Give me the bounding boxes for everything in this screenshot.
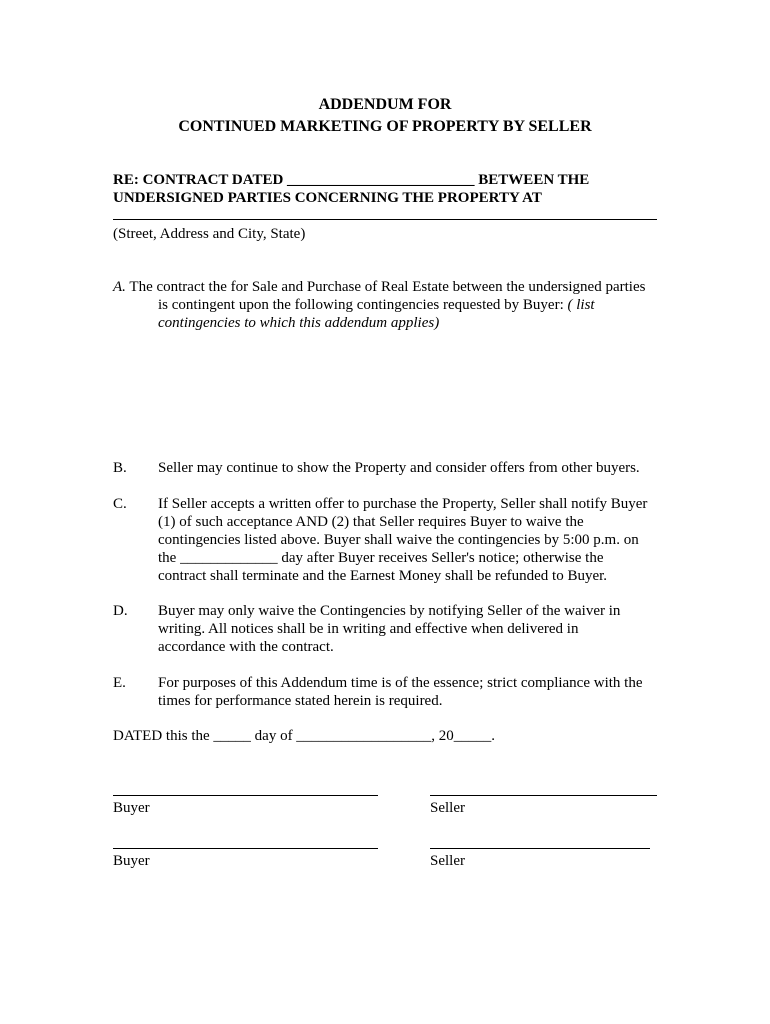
document-title-line2: CONTINUED MARKETING OF PROPERTY BY SELLER (178, 118, 592, 135)
seller-signature-line-1 (430, 795, 657, 796)
paragraph-e (113, 674, 658, 710)
paragraph-d-body (113, 602, 658, 656)
paragraph-d-marker: D. (113, 603, 128, 619)
paragraph-b-marker: B. (113, 460, 127, 476)
paragraph-e-line: times for performance stated herein is required. (158, 693, 443, 709)
paragraph-c-line: If Seller accepts a written offer to purchase the Property, Seller shall notify Buyer (158, 496, 648, 512)
paragraph-b (113, 459, 658, 477)
re-clause (113, 171, 658, 207)
paragraph-a-text2-italic: ( list (567, 297, 595, 313)
paragraph-c-line: the _____________ day after Buyer receives Seller's notice; otherwise the (158, 550, 604, 566)
paragraph-d (113, 602, 658, 656)
paragraph-c-marker: C. (113, 496, 127, 512)
paragraph-b-line: Seller may continue to show the Property and consider offers from other buyers. (158, 460, 640, 476)
paragraph-a-line1 (113, 278, 658, 296)
buyer-signature-line-1 (113, 795, 378, 796)
paragraph-a-line3: contingencies to which this addendum applies) (158, 315, 440, 331)
paragraph-a-text2: is contingent upon the following contingencies requested by Buyer: (158, 297, 568, 313)
address-blank-line (113, 219, 657, 220)
paragraph-a-text1: The contract the for Sale and Purchase of Real Estate between the undersigned parties (125, 279, 646, 295)
seller-signature-line-2 (430, 848, 650, 849)
re-line-1: RE: CONTRACT DATED _________________________ BETWEEN THE (113, 172, 590, 188)
paragraph-d-line: Buyer may only waive the Contingencies by notifying Seller of the waiver in (158, 603, 621, 619)
paragraph-a (113, 278, 658, 332)
dated-line: DATED this the _____ day of __________________, 20_____. (113, 728, 496, 744)
paragraph-d-line: accordance with the contract. (158, 639, 334, 655)
paragraph-e-body (113, 674, 658, 710)
buyer-signature-line-2 (113, 848, 378, 849)
buyer-label-2: Buyer (113, 853, 150, 869)
paragraph-c-line: (1) of such acceptance AND (2) that Seller requires Buyer to waive the (158, 514, 584, 530)
paragraph-c-body (113, 495, 658, 585)
paragraph-e-marker: E. (113, 675, 126, 691)
paragraph-c-line: contract shall terminate and the Earnest Money shall be refunded to Buyer. (158, 568, 608, 584)
seller-label-2: Seller (430, 853, 465, 869)
address-caption: (Street, Address and City, State) (113, 226, 306, 242)
paragraph-a-marker: A. (113, 279, 126, 295)
paragraph-b-body (113, 459, 658, 477)
re-line-2: UNDERSIGNED PARTIES CONCERNING THE PROPERTY AT (113, 190, 542, 206)
document-title-line1: ADDENDUM FOR (318, 96, 452, 113)
paragraph-c (113, 495, 658, 585)
paragraph-c-line: contingencies listed above. Buyer shall waive the contingencies by 5:00 p.m. on (158, 532, 639, 548)
buyer-label-1: Buyer (113, 800, 150, 816)
paragraph-a-line2 (113, 296, 658, 314)
paragraph-e-line: For purposes of this Addendum time is of the essence; strict compliance with the (158, 675, 643, 691)
paragraph-d-line: writing. All notices shall be in writing and effective when delivered in (158, 621, 579, 637)
seller-label-1: Seller (430, 800, 465, 816)
